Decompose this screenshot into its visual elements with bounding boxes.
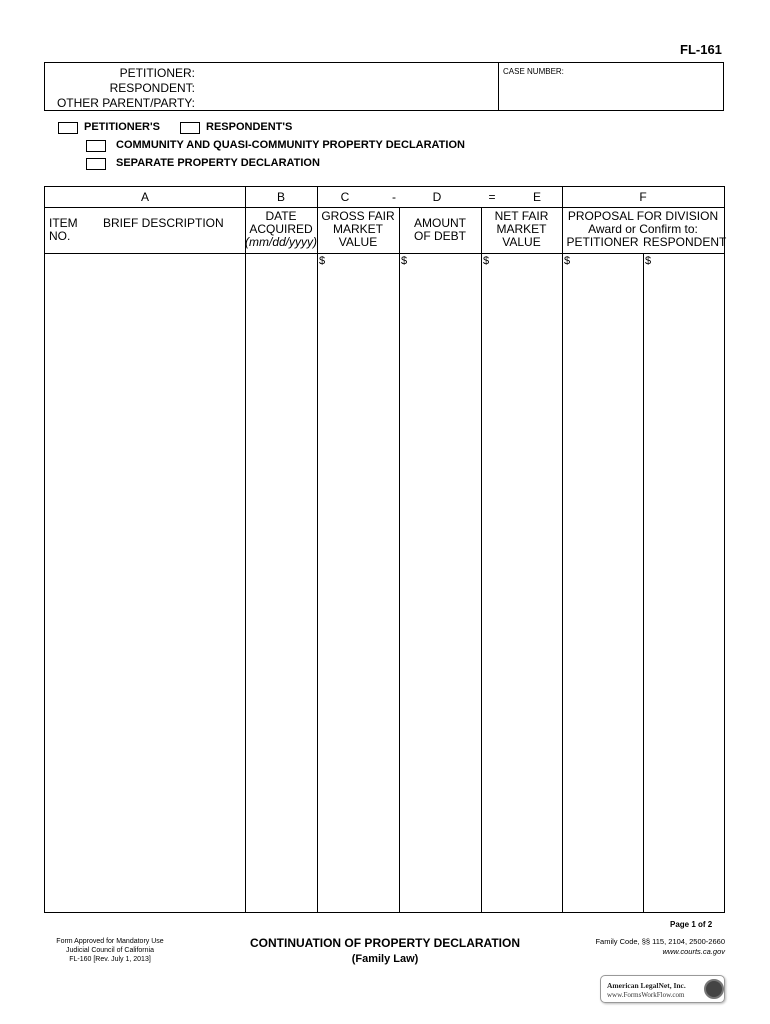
- col-letter-d: D: [432, 190, 442, 204]
- proposal-for-division-header: PROPOSAL FOR DIVISION Award or Confirm to:: [567, 209, 719, 236]
- col-letter-a: A: [140, 190, 149, 204]
- separate-property-checkbox[interactable]: [86, 158, 106, 170]
- col-rule-f-split: [643, 253, 644, 912]
- debt-dollar: $: [401, 255, 408, 267]
- letter-row-rule: [45, 207, 724, 208]
- form-title: CONTINUATION OF PROPERTY DECLARATION: [250, 936, 520, 950]
- other-party-label: OTHER PARENT/PARTY:: [56, 96, 195, 110]
- col-letter-f: F: [639, 190, 647, 204]
- publisher-name: American LegalNet, Inc.: [607, 981, 686, 990]
- community-property-checkbox[interactable]: [86, 140, 106, 152]
- case-number-label: CASE NUMBER:: [503, 67, 564, 76]
- respondents-checkbox[interactable]: [180, 122, 200, 134]
- brief-description-header: BRIEF DESCRIPTION: [103, 216, 224, 230]
- respondent-label: RESPONDENT:: [109, 81, 195, 95]
- form-subtitle: (Family Law): [351, 953, 419, 965]
- header-row-rule: [45, 253, 724, 254]
- date-acquired-header: DATE ACQUIRED (mm/dd/yyyy): [245, 209, 317, 249]
- petitioners-checkbox-label: PETITIONER'S: [84, 121, 160, 133]
- legal-citation: Family Code, §§ 115, 2104, 2500-2660 www.courts.ca.gov: [560, 937, 725, 957]
- gross-fair-market-value-header: GROSS FAIR MARKET VALUE: [321, 209, 395, 249]
- net-fair-market-value-header: NET FAIR MARKET VALUE: [494, 209, 549, 249]
- publisher-logo-icon: [704, 979, 724, 999]
- amount-of-debt-header: AMOUNT OF DEBT: [413, 216, 466, 243]
- respondents-checkbox-label: RESPONDENT'S: [206, 121, 293, 133]
- proposal-petitioner-header: PETITIONER: [566, 235, 639, 249]
- form-id: FL-161: [680, 42, 722, 57]
- col-rule-e: [481, 207, 482, 912]
- caption-divider: [498, 63, 499, 111]
- caption-box: [44, 62, 724, 111]
- col-letter-e: E: [532, 190, 541, 204]
- proposal-respondent-header: RESPONDENT: [643, 235, 727, 249]
- col-rule-d: [399, 207, 400, 912]
- courts-website-link[interactable]: www.courts.ca.gov: [662, 947, 725, 956]
- property-table: [44, 186, 725, 913]
- net-value-dollar: $: [483, 255, 490, 267]
- publisher-badge: [600, 975, 725, 1003]
- col-letter-b: B: [276, 190, 285, 204]
- form-approval-note: Form Approved for Mandatory Use Judicial Council of California FL-160 [Rev. July 1, 2013]: [56, 938, 164, 963]
- col-operator-equals: =: [488, 190, 496, 204]
- community-property-label: COMMUNITY AND QUASI-COMMUNITY PROPERTY DECLARATION: [116, 139, 465, 151]
- respondent-award-dollar: $: [645, 255, 652, 267]
- col-rule-b: [245, 187, 246, 912]
- col-rule-c: [317, 187, 318, 912]
- petitioner-label: PETITIONER:: [119, 66, 195, 80]
- petitioner-award-dollar: $: [564, 255, 571, 267]
- col-rule-f: [562, 187, 563, 912]
- item-no-header: ITEM NO.: [49, 216, 78, 243]
- petitioners-checkbox[interactable]: [58, 122, 78, 134]
- publisher-url[interactable]: www.FormsWorkFlow.com: [607, 991, 685, 999]
- col-operator-minus: -: [392, 190, 396, 204]
- separate-property-label: SEPARATE PROPERTY DECLARATION: [116, 157, 320, 169]
- col-letter-c: C: [340, 190, 350, 204]
- gross-value-dollar: $: [319, 255, 326, 267]
- page-number: Page 1 of 2: [670, 920, 713, 929]
